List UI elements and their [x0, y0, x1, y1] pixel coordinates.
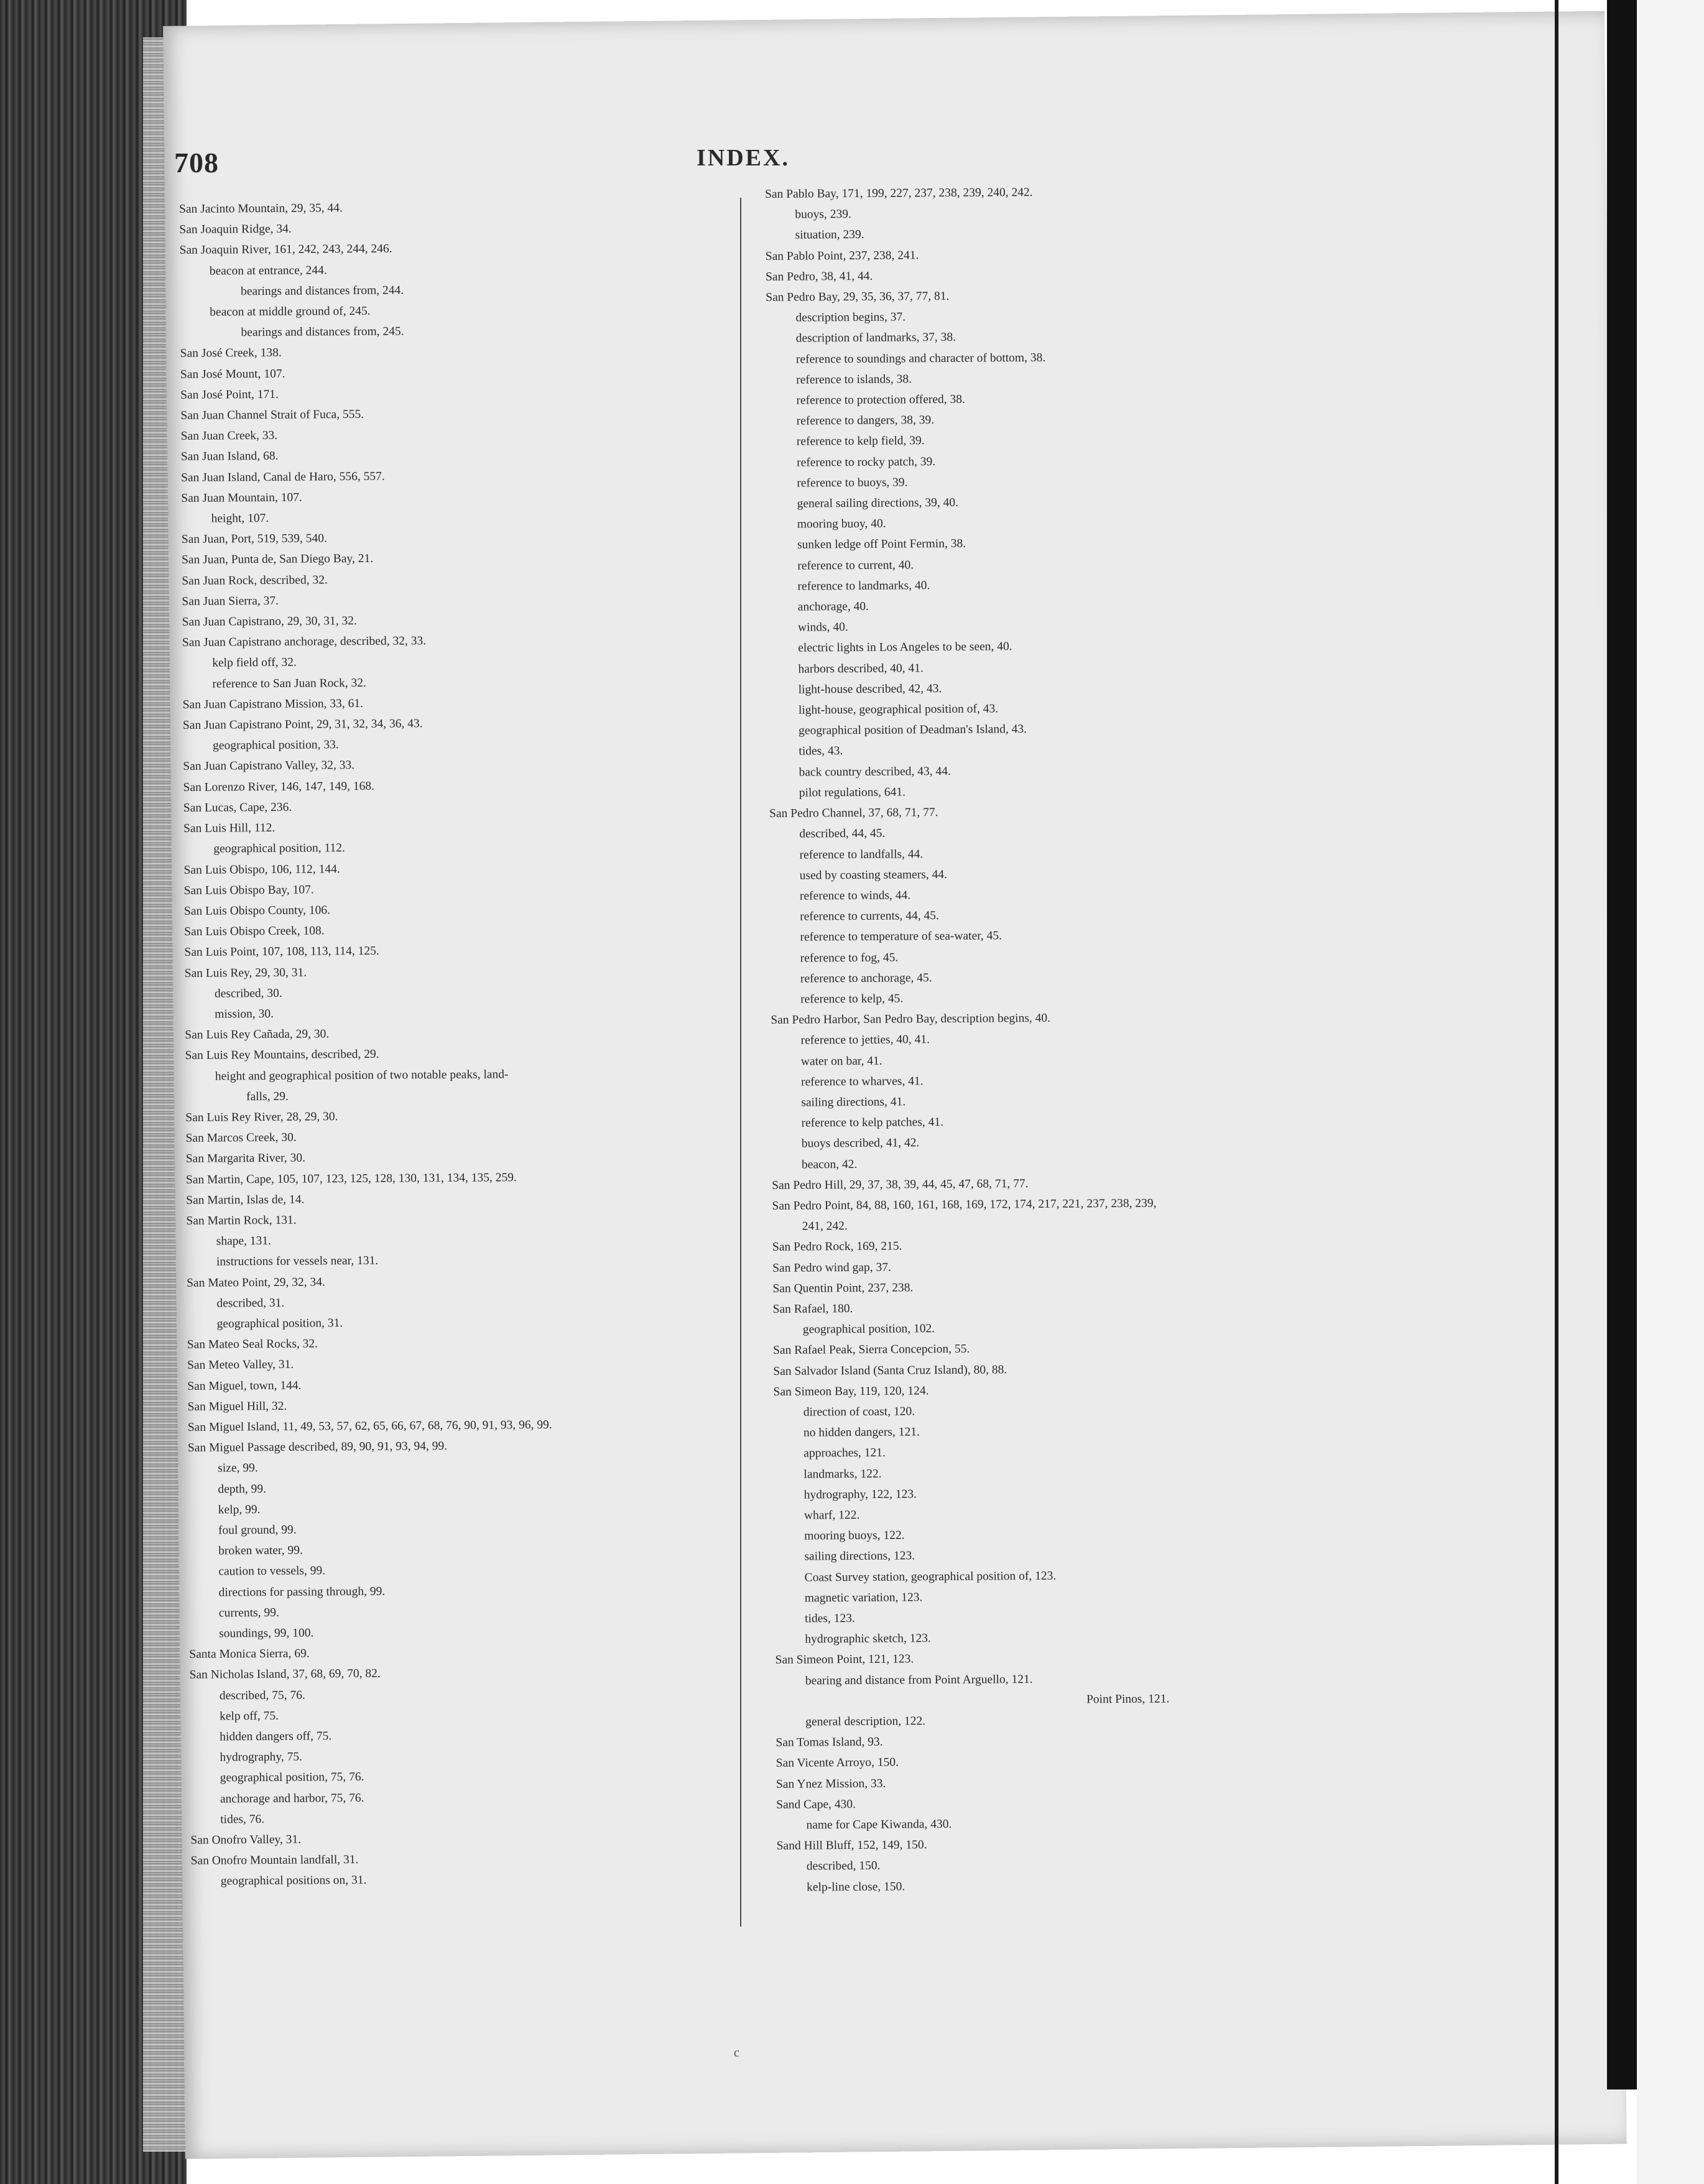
- index-subentry: reference to buoys, 39.: [797, 476, 908, 490]
- index-subentry: reference to kelp field, 39.: [796, 434, 925, 449]
- column-rule: [740, 198, 741, 1927]
- index-subentry: tides, 123.: [805, 1612, 855, 1626]
- index-entry: San José Creek, 138.: [180, 346, 282, 361]
- page-heading: INDEX.: [697, 145, 790, 171]
- index-subentry: mooring buoy, 40.: [797, 517, 886, 531]
- index-entry: San Juan Rock, described, 32.: [182, 573, 328, 588]
- index-subentry: reference to San Juan Rock, 32.: [212, 676, 366, 691]
- index-subentry: kelp field off, 32.: [212, 656, 297, 670]
- index-subentry: hidden dangers off, 75.: [220, 1729, 332, 1744]
- index-subentry: soundings, 99, 100.: [219, 1626, 314, 1640]
- index-subentry: mission, 30.: [215, 1007, 274, 1021]
- index-entry: San Ynez Mission, 33.: [776, 1777, 886, 1791]
- index-subentry: no hidden dangers, 121.: [803, 1425, 920, 1440]
- index-entry: San Martin, Cape, 105, 107, 123, 125, 128, 130, 131, 134, 135, 259.: [185, 1170, 517, 1187]
- index-entry: San Juan Island, 68.: [180, 450, 279, 464]
- index-subentry: reference to anchorage, 45.: [800, 971, 932, 986]
- index-subentry: reference to kelp patches, 41.: [801, 1116, 944, 1130]
- index-subentry: mooring buoys, 122.: [804, 1529, 905, 1543]
- index-subentry: shape, 131.: [216, 1234, 272, 1248]
- index-subentry: back country described, 43, 44.: [799, 764, 951, 779]
- index-entry: San Joaquin River, 161, 242, 243, 244, 246.: [179, 243, 392, 257]
- index-subentry: reference to soundings and character of bottom, 38.: [795, 351, 1046, 366]
- index-subentry: height and geographical position of two notable peaks, land-: [215, 1067, 509, 1083]
- index-subentry: anchorage and harbor, 75, 76.: [220, 1791, 364, 1806]
- index-entry: San Jacinto Mountain, 29, 35, 44.: [179, 201, 343, 216]
- index-subentry: reference to landfalls, 44.: [799, 847, 924, 862]
- index-column-right: [765, 182, 1171, 1898]
- index-entry: San Luis Rey, 29, 30, 31.: [184, 966, 307, 980]
- index-entry: San Luis Obispo County, 106.: [183, 904, 330, 918]
- index-subentry: situation, 239.: [795, 228, 864, 243]
- index-subentry: description of landmarks, 37, 38.: [795, 331, 956, 346]
- index-subentry: sunken ledge off Point Fermin, 38.: [797, 537, 966, 552]
- index-entry: San Luis Rey Mountains, described, 29.: [185, 1048, 379, 1063]
- index-subentry: anchorage, 40.: [797, 599, 869, 614]
- facing-page: [1637, 0, 1704, 2184]
- index-subentry: reference to current, 40.: [797, 558, 914, 573]
- index-entry: San Onofro Valley, 31.: [190, 1833, 302, 1847]
- index-subentry: reference to landmarks, 40.: [797, 579, 930, 593]
- index-subentry: geographical positions on, 31.: [220, 1874, 367, 1889]
- index-entry: San Simeon Bay, 119, 120, 124.: [773, 1384, 929, 1399]
- index-subentry: reference to fog, 45.: [800, 951, 899, 965]
- index-entry: San Onofro Mountain landfall, 31.: [190, 1853, 359, 1868]
- index-subentry: size, 99.: [218, 1461, 258, 1476]
- index-subentry: bearing and distance from Point Arguello, 121.: [805, 1672, 1033, 1688]
- index-entry: San Juan Island, Canal de Haro, 556, 557.: [181, 470, 385, 484]
- index-subentry: reference to protection offered, 38.: [796, 392, 965, 407]
- index-subentry: buoys described, 41, 42.: [801, 1136, 920, 1150]
- index-subentry: foul ground, 99.: [218, 1523, 297, 1537]
- index-entry: San Luis Obispo, 106, 112, 144.: [183, 862, 340, 877]
- index-entry: San Juan Sierra, 37.: [182, 594, 279, 608]
- index-subentry: caution to vessels, 99.: [218, 1564, 326, 1579]
- index-subentry: geographical position, 33.: [213, 738, 339, 752]
- index-subentry: beacon, 42.: [801, 1157, 858, 1172]
- index-column-left: [179, 197, 555, 1892]
- index-entry: San Martin Rock, 131.: [186, 1213, 297, 1228]
- index-subentry: geographical position of Deadman's Island, 43.: [799, 723, 1027, 738]
- index-subentry: buoys, 239.: [795, 208, 851, 221]
- index-subentry: geographical position, 31.: [216, 1316, 343, 1331]
- index-entry: San Pedro Harbor, San Pedro Bay, description begins, 40.: [771, 1011, 1051, 1027]
- index-subentry: described, 75, 76.: [219, 1688, 305, 1703]
- index-subentry: described, 44, 45.: [799, 826, 886, 841]
- index-entry: San Pablo Bay, 171, 199, 227, 237, 238, 239, 240, 242.: [765, 185, 1033, 201]
- index-subentry: general sailing directions, 39, 40.: [797, 496, 959, 511]
- index-entry: San Miguel Hill, 32.: [187, 1399, 287, 1414]
- index-entry: San Salvador Island (Santa Cruz Island), 80, 88.: [773, 1363, 1007, 1378]
- index-subentry: depth, 99.: [218, 1482, 267, 1496]
- index-subentry: reference to dangers, 38, 39.: [796, 414, 935, 428]
- index-entry: San Juan Capistrano anchorage, described, 32, 33.: [182, 634, 427, 650]
- index-subentry: winds, 40.: [797, 621, 848, 634]
- index-subentry: falls, 29.: [246, 1090, 289, 1104]
- page-number: 708: [174, 147, 219, 178]
- index-entry: San Joaquin Ridge, 34.: [179, 222, 292, 237]
- index-subentry: currents, 99.: [218, 1606, 279, 1620]
- index-entry: Santa Monica Sierra, 69.: [189, 1647, 310, 1662]
- index-subentry: reference to winds, 44.: [799, 889, 911, 903]
- index-entry: San Lucas, Cape, 236.: [183, 800, 292, 815]
- index-entry: San Meteo Valley, 31.: [187, 1358, 294, 1372]
- index-subentry: reference to temperature of sea-water, 45.: [800, 929, 1002, 944]
- index-entry: San Juan Capistrano Point, 29, 31, 32, 34, 36, 43.: [182, 717, 423, 733]
- index-entry: Sand Cape, 430.: [776, 1797, 856, 1812]
- index-entry: San Luis Point, 107, 108, 113, 114, 125.: [184, 945, 379, 960]
- index-subentry: tides, 76.: [220, 1812, 265, 1826]
- index-entry: San Miguel Island, 11, 49, 53, 57, 62, 65, 66, 67, 68, 76, 90, 91, 93, 96, 99.: [187, 1418, 552, 1434]
- index-entry: San Juan Capistrano Valley, 32, 33.: [183, 759, 355, 774]
- index-subentry: bearings and distances from, 244.: [240, 284, 404, 298]
- index-entry: San Pedro Channel, 37, 68, 71, 77.: [769, 806, 938, 821]
- index-entry: San Pablo Point, 237, 238, 241.: [765, 248, 919, 263]
- index-subentry: electric lights in Los Angeles to be seen, 40.: [798, 640, 1012, 655]
- index-subentry: Coast Survey station, geographical position of, 123.: [804, 1569, 1057, 1585]
- stray-mark: c: [734, 2046, 739, 2060]
- index-subentry: light-house described, 42, 43.: [798, 682, 942, 696]
- index-subentry: described, 30.: [214, 986, 282, 1001]
- index-entry: San Pedro, 38, 41, 44.: [765, 269, 873, 284]
- index-entry: San Juan Channel Strait of Fuca, 555.: [180, 407, 364, 423]
- index-subentry: hydrography, 122, 123.: [803, 1488, 917, 1502]
- index-subentry: reference to kelp, 45.: [800, 992, 904, 1006]
- index-subentry: reference to currents, 44, 45.: [800, 909, 939, 923]
- index-subentry: beacon at entrance, 244.: [209, 263, 327, 278]
- facing-page-edge: [1555, 0, 1558, 2184]
- index-entry: San Rafael, 180.: [772, 1302, 853, 1316]
- index-subentry: direction of coast, 120.: [803, 1405, 915, 1419]
- index-subentry: reference to islands, 38.: [796, 372, 912, 387]
- index-entry: San Pedro Hill, 29, 37, 38, 39, 44, 45, 47, 68, 71, 77.: [772, 1177, 1029, 1192]
- index-subentry: description begins, 37.: [795, 310, 906, 325]
- index-subentry: bearings and distances from, 245.: [241, 325, 404, 340]
- index-subentry: instructions for vessels near, 131.: [216, 1254, 379, 1269]
- index-subentry: name for Cape Kiwanda, 430.: [806, 1818, 952, 1832]
- index-entry: San Luis Rey River, 28, 29, 30.: [185, 1110, 338, 1124]
- index-entry: San Juan Mountain, 107.: [181, 491, 302, 505]
- index-subentry: Point Pinos, 121.: [1086, 1692, 1170, 1706]
- index-entry: San Miguel Passage described, 89, 90, 91, 93, 94, 99.: [187, 1440, 448, 1455]
- index-subentry: harbors described, 40, 41.: [798, 661, 924, 676]
- index-entry: San Mateo Seal Rocks, 32.: [187, 1337, 318, 1352]
- index-subentry: 241, 242.: [802, 1219, 848, 1233]
- index-subentry: magnetic variation, 123.: [804, 1591, 923, 1605]
- index-entry: San Luis Rey Cañada, 29, 30.: [185, 1027, 330, 1042]
- index-subentry: geographical position, 75, 76.: [220, 1770, 364, 1785]
- index-subentry: height, 107.: [211, 512, 269, 525]
- index-entry: San Pedro Rock, 169, 215.: [772, 1239, 902, 1254]
- index-subentry: landmarks, 122.: [803, 1467, 882, 1481]
- index-entry: San Quentin Point, 237, 238.: [772, 1281, 914, 1295]
- index-entry: San Luis Obispo Creek, 108.: [184, 924, 325, 939]
- gutter-shadow: [1607, 0, 1637, 2089]
- index-entry: San Mateo Point, 29, 32, 34.: [187, 1275, 325, 1290]
- index-subentry: wharf, 122.: [803, 1508, 860, 1522]
- index-entry: San Luis Hill, 112.: [183, 821, 276, 836]
- index-entry: San Lorenzo River, 146, 147, 149, 168.: [183, 779, 375, 794]
- index-subentry: geographical position, 112.: [213, 841, 345, 856]
- index-subentry: reference to jetties, 40, 41.: [800, 1033, 930, 1047]
- index-entry: San Tomas Island, 93.: [776, 1735, 883, 1750]
- index-entry: San Juan Creek, 33.: [180, 429, 278, 443]
- index-entry: San Juan, Port, 519, 539, 540.: [181, 532, 327, 547]
- index-subentry: sailing directions, 123.: [804, 1549, 915, 1564]
- index-subentry: reference to rocky patch, 39.: [797, 455, 936, 470]
- index-subentry: kelp off, 75.: [219, 1709, 279, 1723]
- index-entry: San Luis Obispo Bay, 107.: [183, 883, 314, 897]
- index-subentry: pilot regulations, 641.: [799, 785, 906, 800]
- index-entry: San Miguel, town, 144.: [187, 1379, 302, 1393]
- index-entry: San Juan Capistrano, 29, 30, 31, 32.: [182, 614, 357, 629]
- index-subentry: hydrographic sketch, 123.: [805, 1632, 931, 1646]
- index-subentry: beacon at middle ground of, 245.: [210, 304, 371, 319]
- index-entry: San Pedro Point, 84, 88, 160, 161, 168, 169, 172, 174, 217, 221, 237, 238, 239,: [772, 1196, 1157, 1213]
- index-subentry: kelp, 99.: [218, 1502, 261, 1517]
- index-subentry: tides, 43.: [799, 744, 843, 759]
- index-subentry: directions for passing through, 99.: [218, 1585, 386, 1599]
- index-entry: San Juan Capistrano Mission, 33, 61.: [182, 696, 364, 711]
- index-entry: San Nicholas Island, 37, 68, 69, 70, 82.: [189, 1667, 381, 1682]
- index-subentry: reference to wharves, 41.: [801, 1074, 924, 1089]
- index-subentry: general description, 122.: [805, 1714, 926, 1729]
- index-subentry: broken water, 99.: [218, 1543, 303, 1558]
- index-entry: Sand Hill Bluff, 152, 149, 150.: [776, 1838, 927, 1853]
- index-entry: San Marcos Creek, 30.: [185, 1131, 297, 1145]
- index-subentry: light-house, geographical position of, 43.: [798, 702, 999, 717]
- index-subentry: used by coasting steamers, 44.: [799, 868, 948, 882]
- index-entry: San José Point, 171.: [180, 387, 279, 402]
- index-entry: San Vicente Arroyo, 150.: [776, 1756, 899, 1770]
- index-entry: San Juan, Punta de, San Diego Bay, 21.: [181, 552, 374, 567]
- index-entry: San Margarita River, 30.: [185, 1151, 306, 1166]
- index-entry: San Martin, Islas de, 14.: [186, 1193, 305, 1207]
- index-subentry: hydrography, 75.: [220, 1750, 303, 1764]
- index-entry: San Simeon Point, 121, 123.: [775, 1652, 914, 1667]
- index-entry: San Pedro Bay, 29, 35, 36, 37, 77, 81.: [766, 289, 950, 305]
- index-entry: San Pedro wind gap, 37.: [772, 1261, 891, 1275]
- index-subentry: geographical position, 102.: [802, 1322, 935, 1336]
- index-subentry: kelp-line close, 150.: [807, 1880, 905, 1894]
- index-subentry: water on bar, 41.: [800, 1054, 882, 1068]
- index-entry: San José Mount, 107.: [180, 367, 285, 381]
- index-subentry: described, 31.: [216, 1296, 285, 1310]
- index-subentry: described, 150.: [806, 1859, 881, 1874]
- index-entry: San Rafael Peak, Sierra Concepcion, 55.: [773, 1343, 970, 1358]
- index-subentry: sailing directions, 41.: [801, 1095, 906, 1109]
- index-subentry: approaches, 121.: [803, 1446, 886, 1461]
